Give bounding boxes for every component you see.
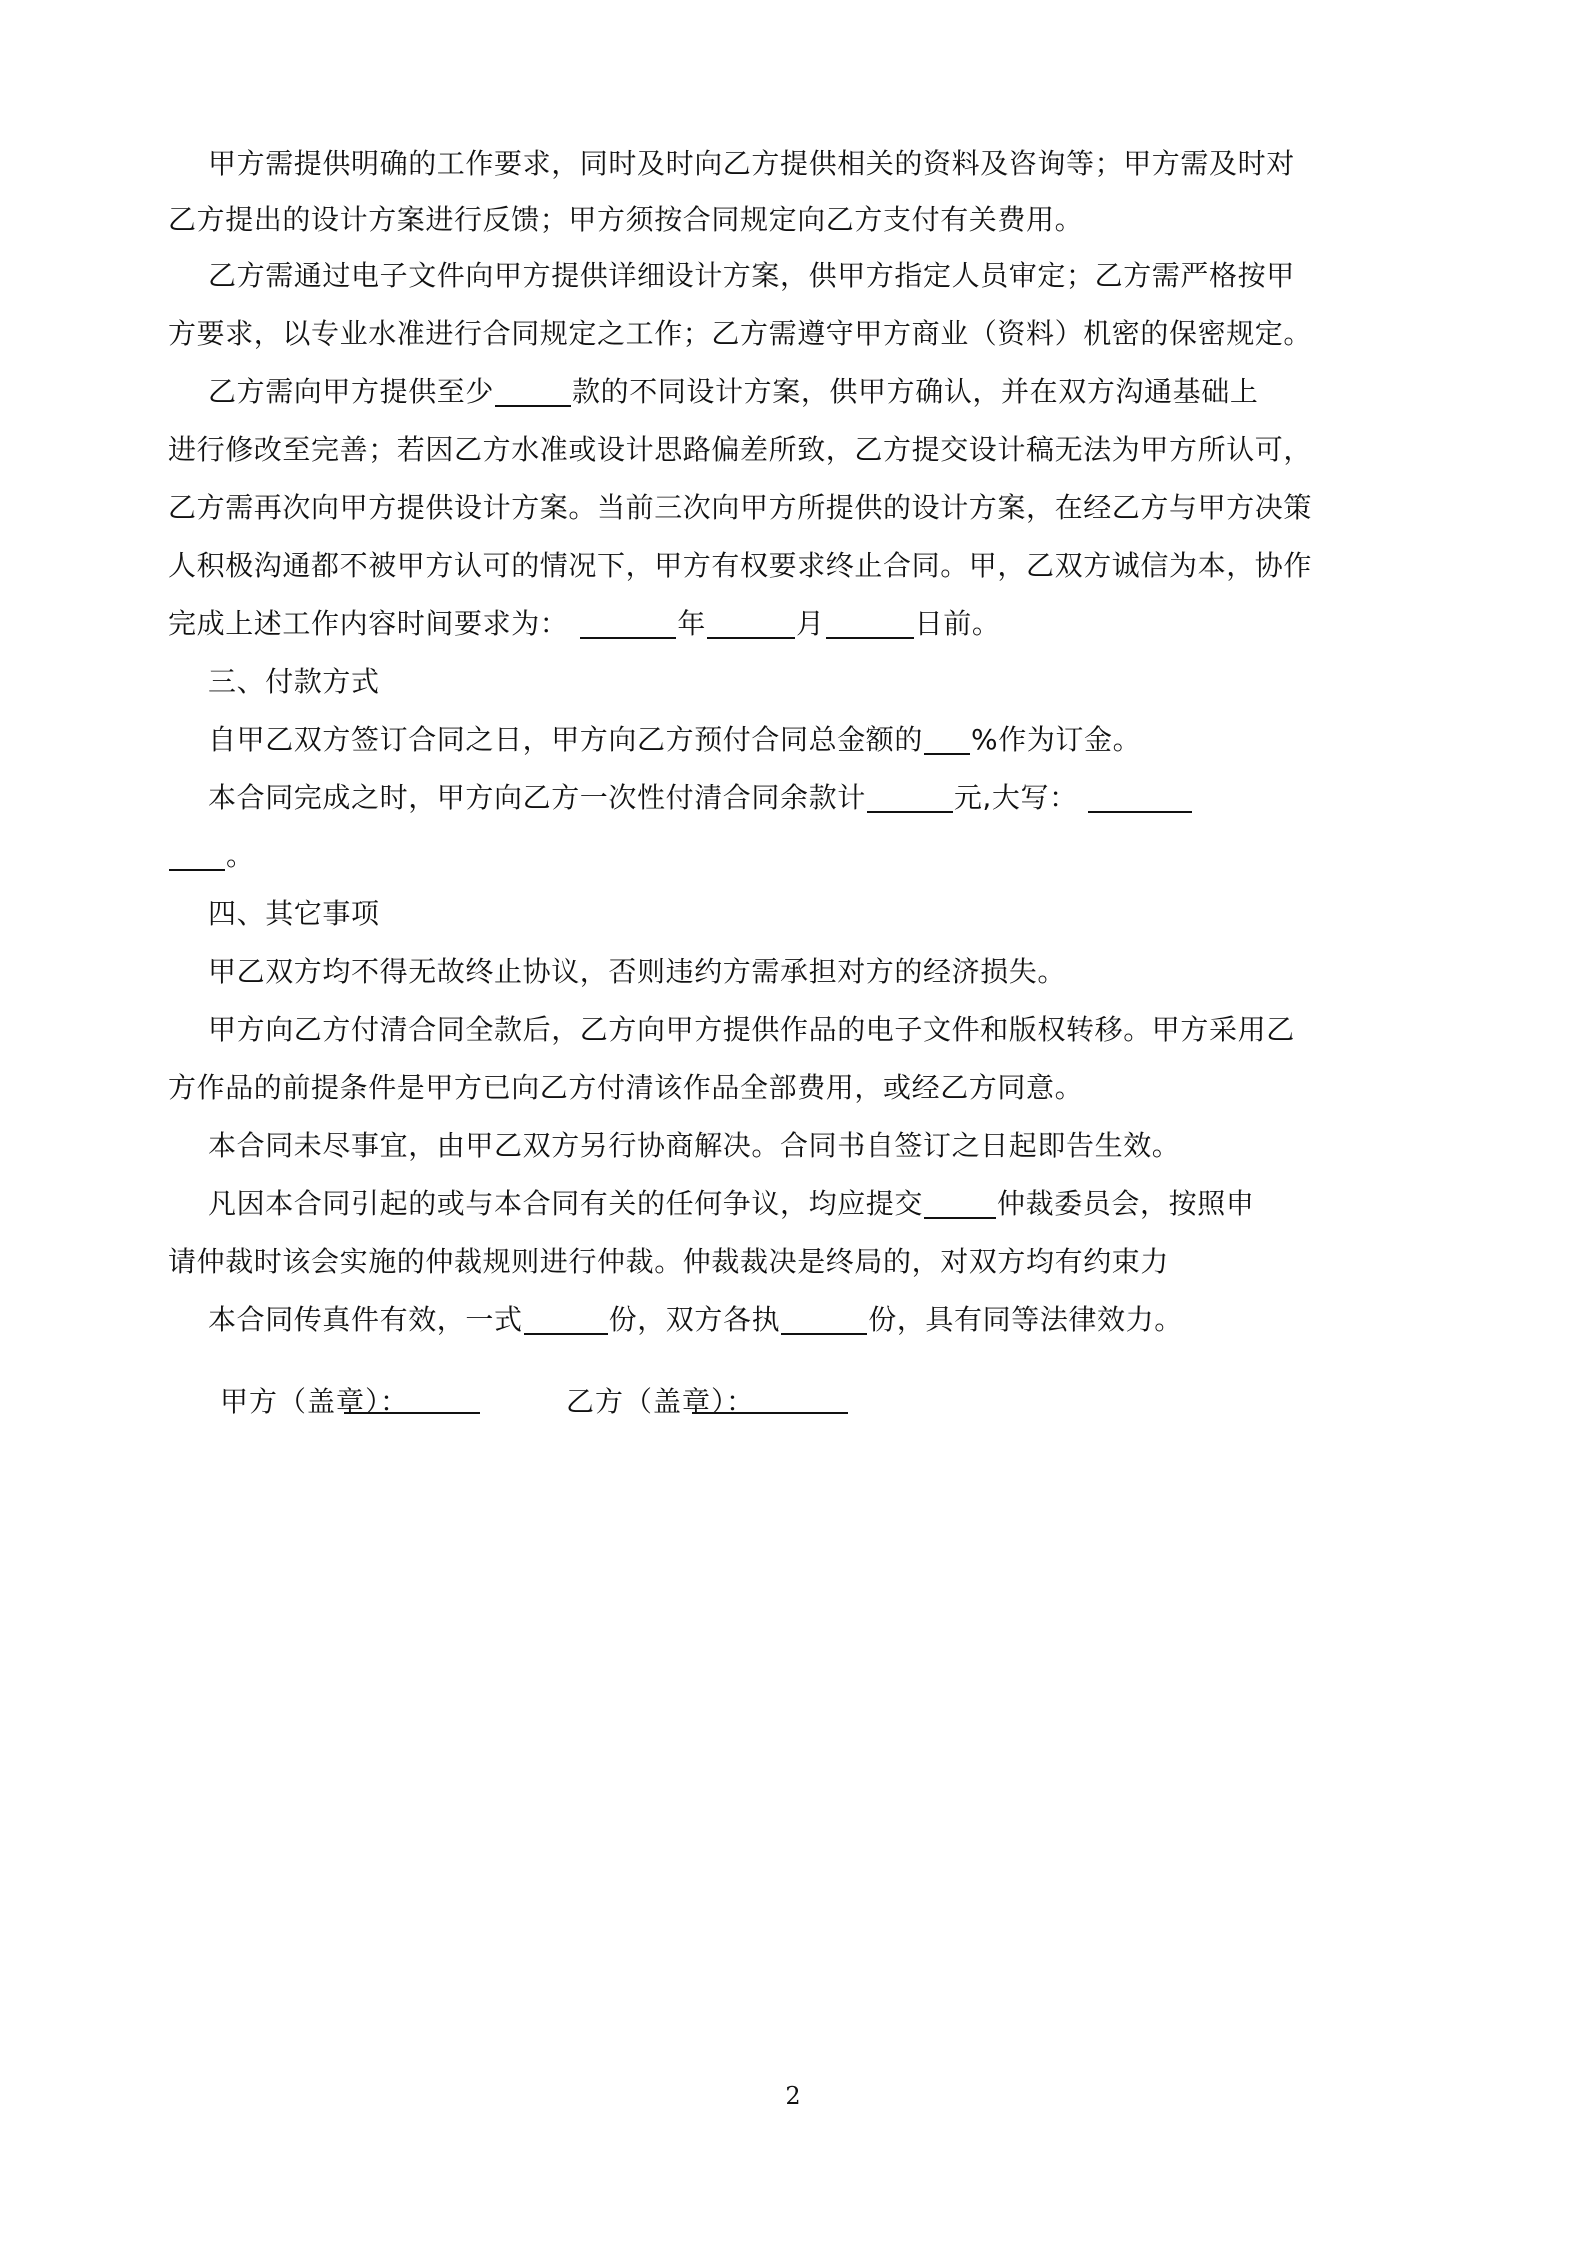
text: 年	[677, 607, 707, 640]
text: 日前。	[914, 607, 1001, 640]
page-number: 2	[785, 2082, 801, 2110]
text: 乙方需通过电子文件向甲方提供详细设计方案，供甲方指定人员审定；乙方需严格按甲	[208, 259, 1295, 292]
text: 本合同传真件有效，一式	[208, 1303, 523, 1336]
text: 乙方（盖章）：	[566, 1385, 756, 1418]
text: 甲方需提供明确的工作要求，同时及时向乙方提供相关的资料及咨询等；甲方需及时对	[208, 147, 1295, 180]
text: 方要求，以专业水准进行合同规定之工作；乙方需遵守甲方商业（资料）机密的保密规定。	[168, 317, 1313, 350]
balance-line	[208, 778, 1193, 818]
text: 月	[796, 607, 825, 640]
party-a-signature-label	[220, 1382, 409, 1422]
text: 完成上述工作内容时间要求为：	[168, 607, 569, 640]
deposit-line	[208, 720, 1141, 760]
text: 人积极沟通都不被甲方认可的情况下，甲方有权要求终止合同。甲，乙双方诚信为本，协作	[168, 549, 1313, 582]
text: 本合同未尽事宜，由甲乙双方另行协商解决。合同书自签订之日起即告生效。	[208, 1129, 1181, 1162]
text: 乙方需向甲方提供至少	[208, 375, 495, 408]
text: 甲方（盖章）：	[220, 1385, 410, 1418]
text: 元,大写：	[953, 781, 1078, 814]
para3-line1	[208, 372, 1258, 412]
para1-line2	[168, 200, 1083, 240]
balance-words-blank[interactable]	[1088, 785, 1192, 813]
para3-line4	[168, 546, 1312, 586]
text: 自甲乙双方签订合同之日，甲方向乙方预付合同总金额的	[208, 723, 924, 756]
balance-words-blank-cont[interactable]	[169, 843, 225, 871]
text: 四、其它事项	[208, 897, 380, 930]
party-b-signature-line[interactable]	[692, 1412, 848, 1414]
deposit-percent-blank[interactable]	[924, 727, 970, 755]
para2-line1	[208, 256, 1295, 296]
text: %作为订金。	[971, 723, 1142, 756]
month-blank[interactable]	[707, 611, 795, 639]
balance-continuation	[168, 836, 255, 876]
section4-item4-line2	[168, 1242, 1169, 1282]
para3-line2	[168, 430, 1312, 470]
section4-item1	[208, 952, 1066, 992]
party-a-signature-line[interactable]	[344, 1412, 480, 1414]
party-b-signature-label	[566, 1382, 755, 1422]
section4-item4-line1	[208, 1184, 1254, 1224]
text: 份，双方各执	[608, 1303, 781, 1336]
text: 本合同完成之时，甲方向乙方一次性付清合同余款计	[208, 781, 866, 814]
para2-line2	[168, 314, 1312, 354]
day-blank[interactable]	[826, 611, 914, 639]
text: 乙方提出的设计方案进行反馈；甲方须按合同规定向乙方支付有关费用。	[168, 203, 1084, 236]
design-count-blank[interactable]	[495, 379, 571, 407]
arbitration-blank[interactable]	[924, 1191, 996, 1219]
text: 凡因本合同引起的或与本合同有关的任何争议，均应提交	[208, 1187, 924, 1220]
section4-item2-line2	[168, 1068, 1083, 1108]
section4-heading	[208, 894, 380, 934]
balance-amount-blank[interactable]	[867, 785, 953, 813]
section4-item2-line1	[208, 1010, 1295, 1050]
text: 乙方需再次向甲方提供设计方案。当前三次向甲方所提供的设计方案，在经乙方与甲方决策	[168, 491, 1313, 524]
section3-heading	[208, 662, 380, 702]
text: 甲方向乙方付清合同全款后，乙方向甲方提供作品的电子文件和版权转移。甲方采用乙	[208, 1013, 1295, 1046]
text: 请仲裁时该会实施的仲裁规则进行仲裁。仲裁裁决是终局的，对双方均有约束力	[168, 1245, 1170, 1278]
text: 份，具有同等法律效力。	[868, 1303, 1183, 1336]
text: 甲乙双方均不得无故终止协议，否则违约方需承担对方的经济损失。	[208, 955, 1067, 988]
section4-item5	[208, 1300, 1183, 1340]
para3-line3	[168, 488, 1312, 528]
copies-each-blank[interactable]	[781, 1307, 867, 1335]
text: 三、付款方式	[208, 665, 380, 698]
text: 进行修改至完善；若因乙方水准或设计思路偏差所致，乙方提交设计稿无法为甲方所认可，	[168, 433, 1313, 466]
text: 仲裁委员会，按照申	[997, 1187, 1255, 1220]
section4-item3	[208, 1126, 1180, 1166]
text: 。	[226, 839, 255, 872]
para3-line5	[168, 604, 1000, 644]
copies-total-blank[interactable]	[524, 1307, 608, 1335]
text: 款的不同设计方案，供甲方确认，并在双方沟通基础上	[572, 375, 1259, 408]
text: 方作品的前提条件是甲方已向乙方付清该作品全部费用，或经乙方同意。	[168, 1071, 1084, 1104]
year-blank[interactable]	[580, 611, 676, 639]
para1-line1	[208, 144, 1295, 184]
